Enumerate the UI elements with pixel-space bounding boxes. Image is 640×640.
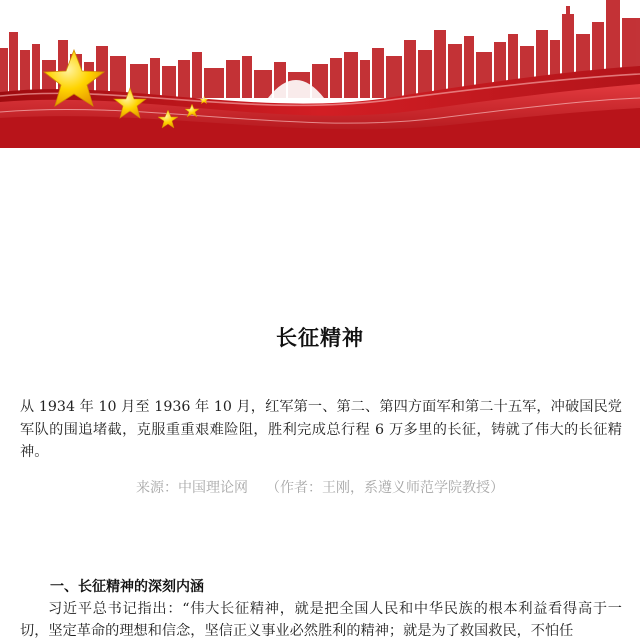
section-paragraph: 习近平总书记指出：“伟大长征精神，就是把全国人民和中华民族的根本利益看得高于一切，坚定革命的理想和信念，坚信正义事业必然胜利的精神；就是为了救国救民，不怕任 <box>20 601 622 639</box>
author-label: （作者：王刚，系遵义师范学院教授） <box>266 480 504 496</box>
red-skyline-banner <box>0 0 640 148</box>
source-line <box>0 477 640 497</box>
section-heading: 一、长征精神的深刻内涵 <box>50 579 204 595</box>
intro-paragraph: 从 1934 年 10 月至 1936 年 10 月，红军第一、第二、第四方面军和第二十五军，冲破国民党军队的围追堵截，克服重重艰难险阻，胜利完成总行程 6 万多里的长征，铸就了伟大的长征精神。 <box>20 399 622 460</box>
source-label: 来源：中国理论网 <box>136 480 248 496</box>
document-title: 长征精神 <box>276 326 364 350</box>
